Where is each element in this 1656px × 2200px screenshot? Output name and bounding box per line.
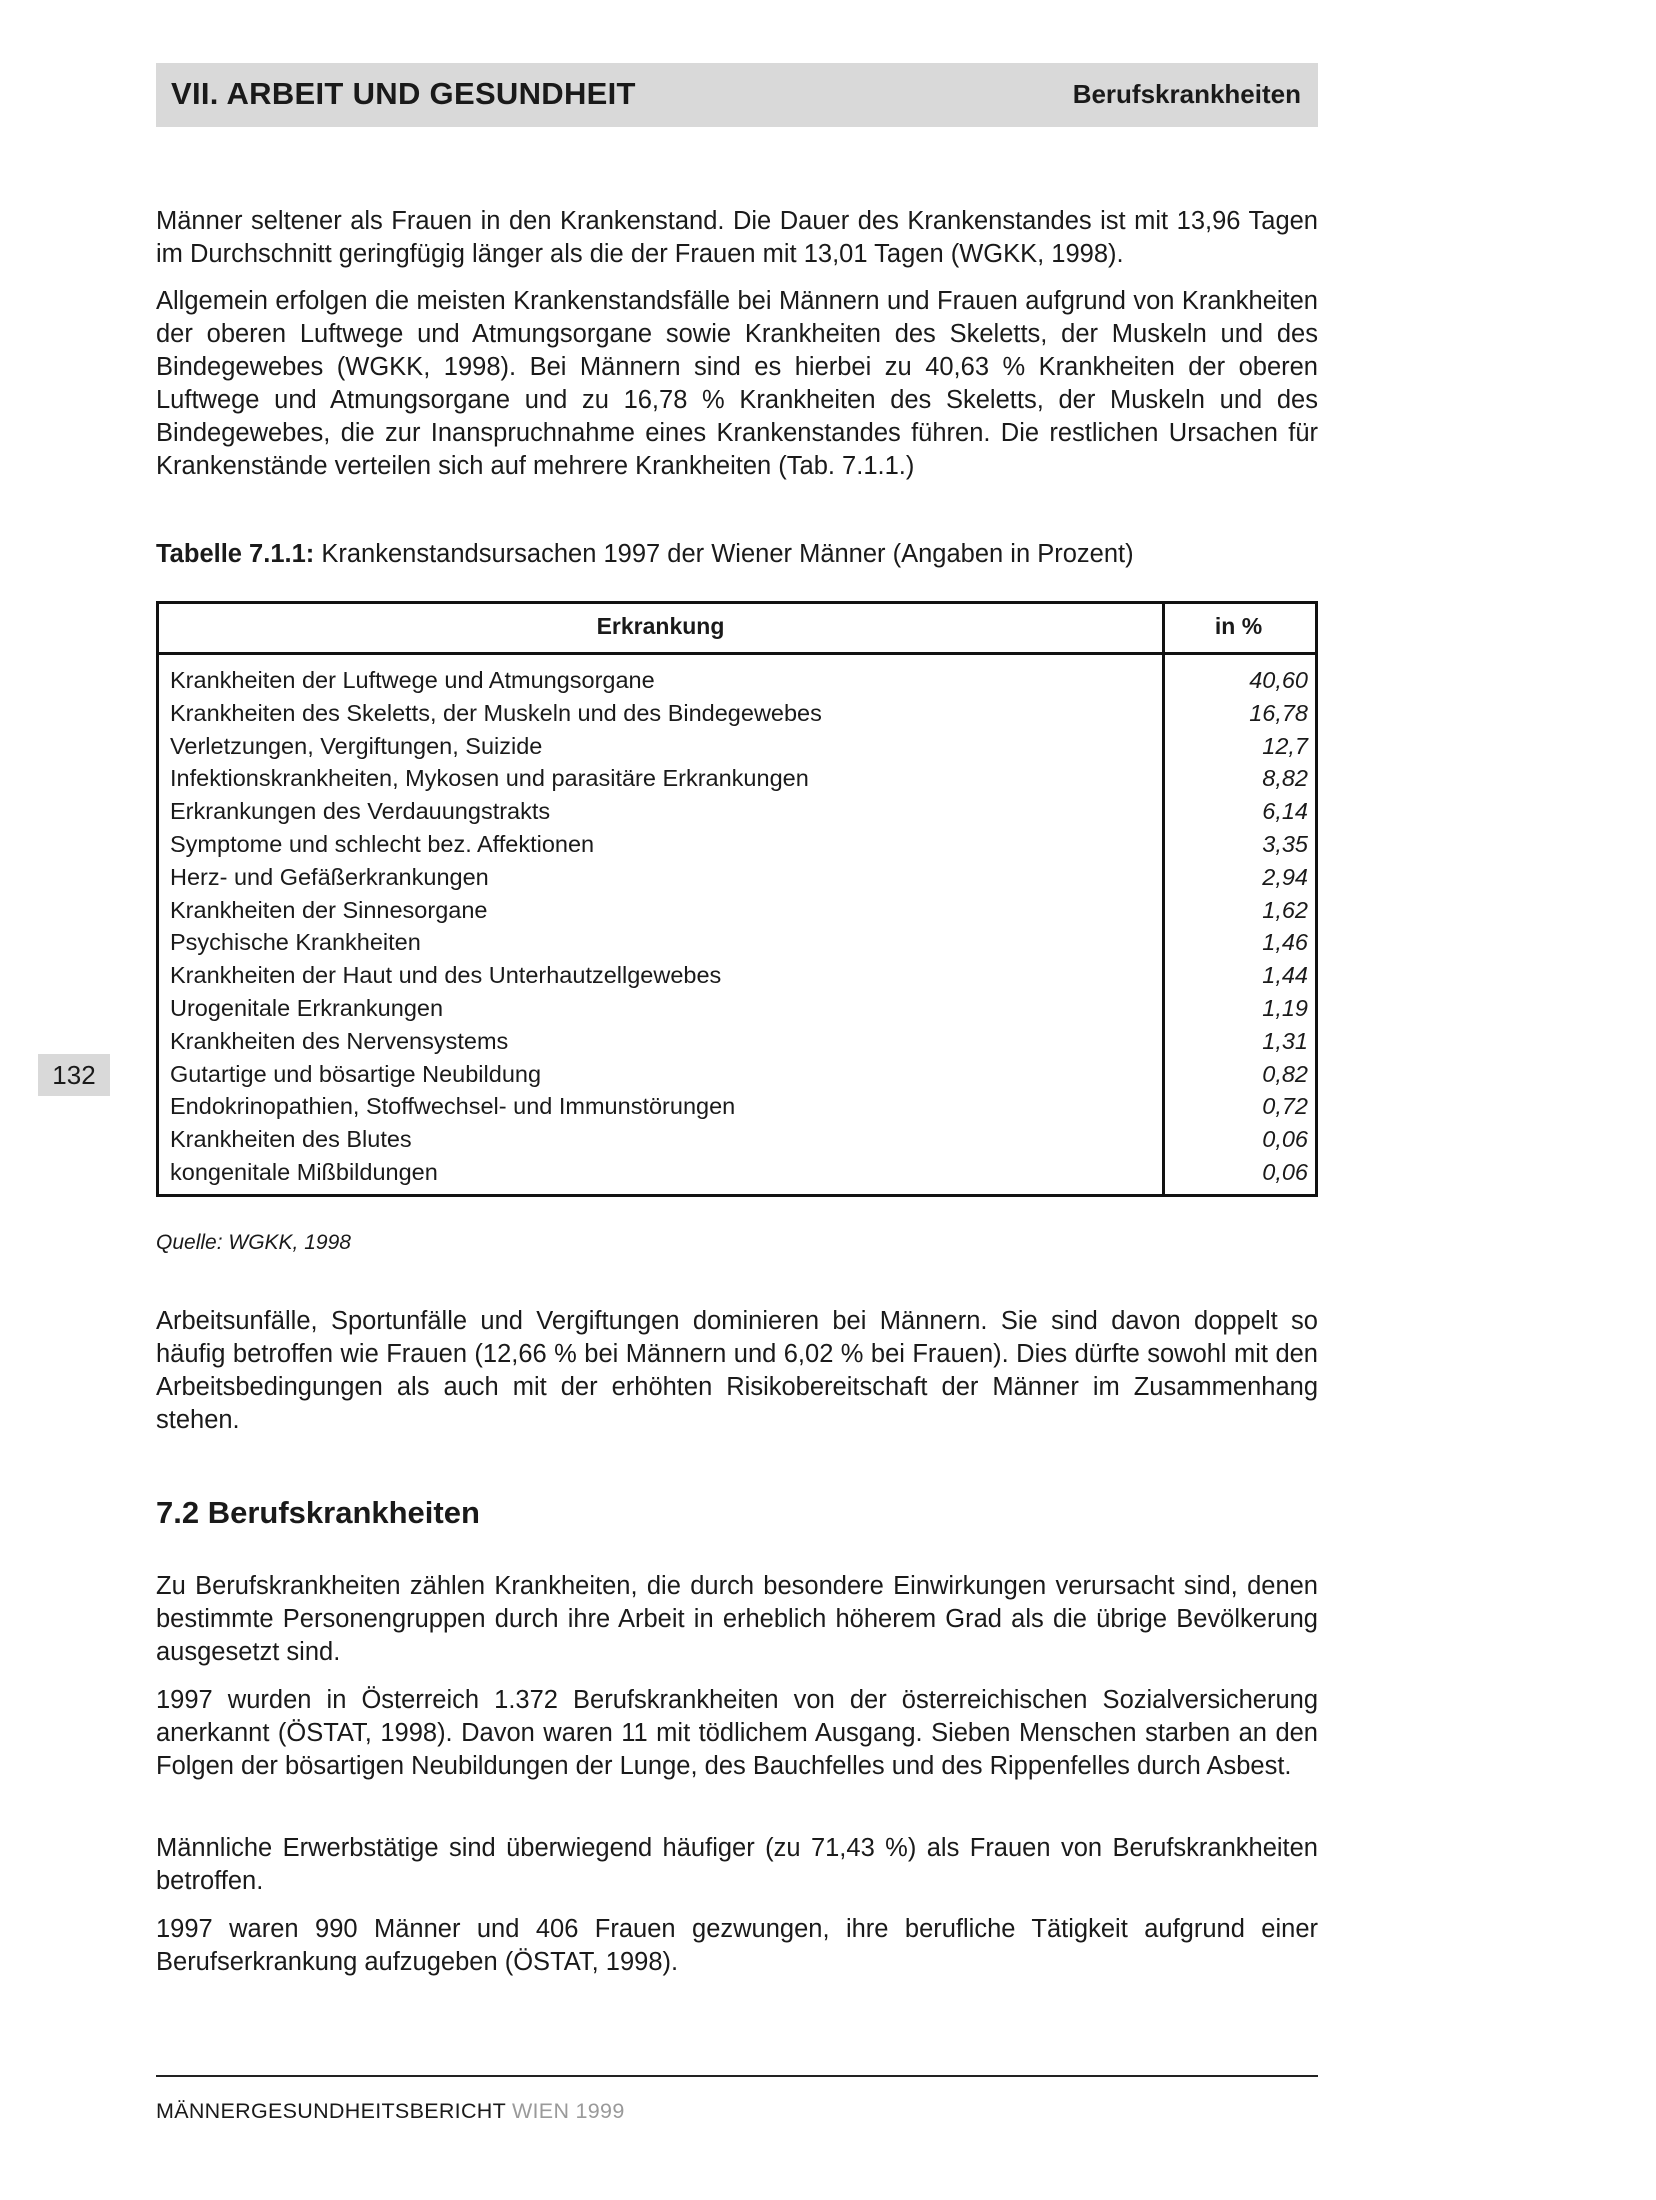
cell-percent: 6,14: [1262, 798, 1308, 825]
paragraph: Zu Berufskrankheiten zählen Krankheiten, die durch besondere Einwirkungen verursacht sind, denen bestimmte Personengruppen durch ihre Arbeit in erheblich höherem Grad als die übrige Bevölkerung ausgesetzt sind.: [156, 1572, 1318, 1666]
cell-disease: Urogenitale Erkrankungen: [170, 994, 444, 1021]
cell-disease: Krankheiten der Luftwege und Atmungsorgane: [170, 667, 655, 693]
paragraph: Männer seltener als Frauen in den Krankenstand. Die Dauer des Krankenstandes ist mit 13,96 Tagen im Durchschnitt geringfügig länger als die der Frauen mit 13,01 Tagen (WGKK, 1998).: [156, 207, 1318, 268]
cell-disease: Psychische Krankheiten: [170, 929, 421, 956]
footer-title: MÄNNERGESUNDHEITSBERICHT: [156, 2099, 506, 2123]
footer-divider: [156, 2075, 1318, 2077]
cell-disease: Krankheiten der Sinnesorgane: [170, 896, 488, 923]
cell-disease: Endokrinopathien, Stoffwechsel- und Immunstörungen: [170, 1093, 736, 1120]
cell-percent: 2,94: [1262, 863, 1308, 890]
cell-disease: Gutartige und bösartige Neubildung: [170, 1060, 542, 1087]
cell-disease: Verletzungen, Vergiftungen, Suizide: [170, 732, 543, 759]
cell-percent: 12,7: [1262, 732, 1308, 759]
column-header-disease: Erkrankung: [596, 613, 725, 639]
cell-disease: Erkrankungen des Verdauungstrakts: [170, 798, 551, 825]
cell-percent: 1,44: [1262, 962, 1308, 989]
cell-disease: Infektionskrankheiten, Mykosen und parasitäre Erkrankungen: [170, 765, 809, 792]
cell-percent: 16,78: [1249, 699, 1308, 726]
table-row: [159, 697, 1315, 730]
data-table: [156, 601, 1318, 1197]
table-row: [159, 992, 1315, 1025]
paragraph: 1997 wurden in Österreich 1.372 Berufskrankheiten von der österreichischen Sozialversicherung anerkannt (ÖSTAT, 1998). Davon waren 11 mit tödlichem Ausgang. Sieben Menschen starben an den Folgen der bösartigen Neubildungen der Lunge, des Bauchfelles und des Rippenfelles durch Asbest.: [156, 1686, 1318, 1780]
table-header-row: [159, 604, 1315, 655]
table-row: [159, 1025, 1315, 1058]
paragraph: 1997 waren 990 Männer und 406 Frauen gezwungen, ihre berufliche Tätigkeit aufgrund einer Berufserkrankung aufzugeben (ÖSTAT, 1998).: [156, 1915, 1318, 1976]
cell-disease: Symptome und schlecht bez. Affektionen: [170, 830, 595, 857]
cell-disease: Krankheiten des Blutes: [170, 1126, 412, 1153]
cell-percent: 1,46: [1262, 929, 1308, 956]
table-row: [159, 762, 1315, 795]
cell-percent: 8,82: [1262, 765, 1308, 792]
table-body: [159, 664, 1315, 1189]
paragraph: Allgemein erfolgen die meisten Krankenstandsfälle bei Männern und Frauen aufgrund von Krankheiten der oberen Luftwege und Atmungsorgane sowie Krankheiten des Skeletts, der Muskeln und des Bindegewebes (WGKK, 1998). Bei Männern sind es hierbei zu 40,63 % Krankheiten der oberen Luftwege und Atmungsorgane und zu 16,78 % Krankheiten des Skeletts, der Muskeln und des Bindegewebes, die zur Inanspruchnahme eines Krankenstandes führen. Die restlichen Ursachen für Krankenstände verteilen sich auf mehrere Krankheiten (Tab. 7.1.1.): [156, 287, 1318, 480]
table-row: [159, 1090, 1315, 1123]
table-row: [159, 959, 1315, 992]
table-row: [159, 1123, 1315, 1156]
paragraph: Männliche Erwerbstätige sind überwiegend häufiger (zu 71,43 %) als Frauen von Berufskrankheiten betroffen.: [156, 1834, 1318, 1895]
table-row: [159, 1156, 1315, 1189]
table-row: [159, 926, 1315, 959]
cell-percent: 0,82: [1262, 1060, 1308, 1087]
cell-percent: 0,06: [1262, 1126, 1308, 1153]
section-heading: 7.2 Berufskrankheiten: [156, 1495, 480, 1530]
table-caption-text: Krankenstandsursachen 1997 der Wiener Männer (Angaben in Prozent): [321, 540, 1134, 568]
cell-disease: Herz- und Gefäßerkrankungen: [170, 863, 489, 890]
page-number: 132: [38, 1054, 110, 1096]
cell-percent: 0,72: [1262, 1093, 1308, 1120]
cell-percent: 1,31: [1262, 1027, 1308, 1054]
table-row: [159, 730, 1315, 763]
table-row: [159, 795, 1315, 828]
cell-disease: Krankheiten des Nervensystems: [170, 1027, 509, 1054]
cell-disease: Krankheiten des Skeletts, der Muskeln und des Bindegewebes: [170, 699, 822, 726]
footer: [156, 2099, 625, 2124]
cell-percent: 3,35: [1262, 830, 1308, 857]
table-row: [159, 664, 1315, 697]
cell-percent: 0,06: [1262, 1158, 1308, 1185]
section-title: Berufskrankheiten: [1072, 79, 1301, 109]
table-caption: [156, 538, 1318, 571]
table-row: [159, 894, 1315, 927]
chapter-header: [156, 63, 1318, 127]
column-header-percent: in %: [1214, 613, 1263, 639]
cell-percent: 40,60: [1249, 667, 1308, 693]
table-row: [159, 828, 1315, 861]
cell-disease: kongenitale Mißbildungen: [170, 1158, 438, 1185]
table-row: [159, 1058, 1315, 1091]
cell-percent: 1,62: [1262, 896, 1308, 923]
cell-disease: Krankheiten der Haut und des Unterhautzellgewebes: [170, 962, 722, 989]
table-caption-label: Tabelle 7.1.1:: [156, 540, 315, 568]
cell-percent: 1,19: [1262, 994, 1308, 1021]
footer-subtitle: WIEN 1999: [511, 2099, 625, 2123]
table-source: Quelle: WGKK, 1998: [156, 1231, 351, 1254]
table-row: [159, 861, 1315, 894]
chapter-title: VII. ARBEIT UND GESUNDHEIT: [171, 76, 636, 111]
paragraph: Arbeitsunfälle, Sportunfälle und Vergiftungen dominieren bei Männern. Sie sind davon doppelt so häufig betroffen wie Frauen (12,66 % bei Männern und 6,02 % bei Frauen). Dies dürfte sowohl mit den Arbeitsbedingungen als auch mit der erhöhten Risikobereitschaft der Männer im Zusammenhang stehen.: [156, 1307, 1318, 1434]
